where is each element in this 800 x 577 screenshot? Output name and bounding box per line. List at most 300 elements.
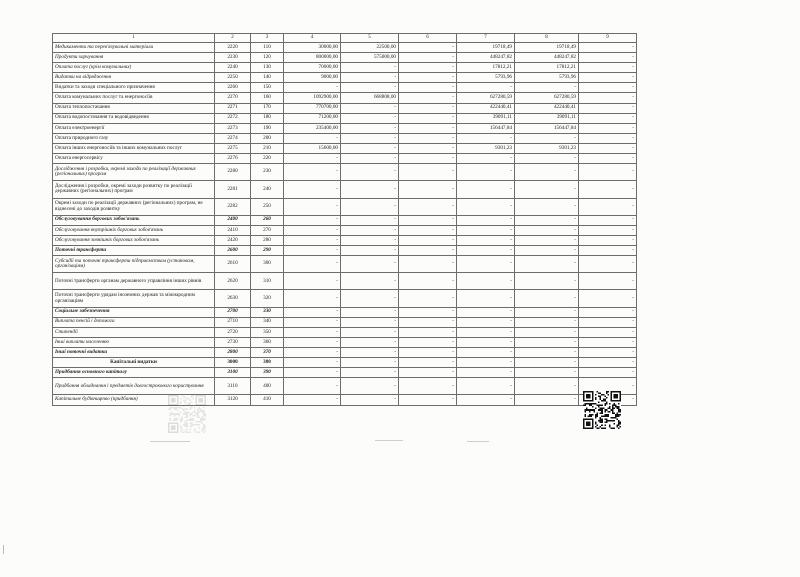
kekv-code-cell: 2270 — [215, 93, 251, 103]
value-cell-col-8: - — [515, 83, 579, 93]
value-cell-col-4: - — [284, 245, 341, 255]
item-name-cell: Поточні трансферти органам державного управління інших рівнів — [53, 273, 215, 290]
value-cell-col-8: 156447,84 — [515, 123, 579, 133]
value-cell-col-7: - — [457, 368, 515, 378]
value-cell-col-9: - — [579, 43, 637, 53]
table-row — [53, 225, 637, 235]
item-name-cell: Обслуговування внутрішніх боргових зобов'язань — [53, 225, 215, 235]
table-row — [53, 245, 637, 255]
value-cell-col-6: - — [399, 73, 457, 83]
row-code-cell: 300 — [251, 256, 284, 273]
table-header-row — [53, 34, 637, 43]
row-code-cell: 370 — [251, 348, 284, 358]
kekv-code-cell: 2610 — [215, 256, 251, 273]
value-cell-col-9: - — [579, 164, 637, 181]
kekv-code-cell: 2420 — [215, 235, 251, 245]
row-code-cell: 310 — [251, 273, 284, 290]
value-cell-col-8: - — [515, 273, 579, 290]
table-row — [53, 93, 637, 103]
value-cell-col-9: - — [579, 103, 637, 113]
value-cell-col-7: 19718,49 — [457, 43, 515, 53]
kekv-code-cell: 3110 — [215, 378, 251, 395]
value-cell-col-7: 9301,23 — [457, 143, 515, 153]
kekv-code-cell: 2274 — [215, 133, 251, 143]
value-cell-col-7: - — [457, 181, 515, 198]
table-row — [53, 43, 637, 53]
value-cell-col-5: - — [341, 368, 399, 378]
value-cell-col-7: - — [457, 290, 515, 307]
kekv-code-cell: 2730 — [215, 337, 251, 347]
value-cell-col-5: - — [341, 378, 399, 395]
value-cell-col-4: - — [284, 273, 341, 290]
value-cell-col-6: - — [399, 63, 457, 73]
row-code-cell: 190 — [251, 123, 284, 133]
value-cell-col-8: - — [515, 164, 579, 181]
kekv-code-cell: 2250 — [215, 73, 251, 83]
kekv-code-cell: 2230 — [215, 53, 251, 63]
qr-code-image — [583, 391, 621, 429]
value-cell-col-9: - — [579, 93, 637, 103]
value-cell-col-9: - — [579, 290, 637, 307]
kekv-code-cell: 3000 — [215, 358, 251, 368]
value-cell-col-9: - — [579, 225, 637, 235]
kekv-code-cell: 2700 — [215, 307, 251, 317]
value-cell-col-5: - — [341, 337, 399, 347]
value-cell-col-9: - — [579, 63, 637, 73]
value-cell-col-5: - — [341, 103, 399, 113]
value-cell-col-8: - — [515, 235, 579, 245]
table-row — [53, 181, 637, 198]
value-cell-col-5: - — [341, 290, 399, 307]
value-cell-col-8: - — [515, 245, 579, 255]
row-code-cell: 220 — [251, 154, 284, 164]
value-cell-col-5: 668808,00 — [341, 93, 399, 103]
row-code-cell: 380 — [251, 358, 284, 368]
value-cell-col-4: 9000,00 — [284, 73, 341, 83]
table-body — [53, 34, 637, 406]
value-cell-col-9: - — [579, 307, 637, 317]
column-number-9: 9 — [579, 34, 637, 43]
value-cell-col-4: - — [284, 378, 341, 395]
value-cell-col-7: 448247,82 — [457, 53, 515, 63]
value-cell-col-8: 19718,49 — [515, 43, 579, 53]
row-code-cell: 120 — [251, 53, 284, 63]
value-cell-col-5: - — [341, 256, 399, 273]
value-cell-col-6: - — [399, 133, 457, 143]
value-cell-col-4: - — [284, 317, 341, 327]
value-cell-col-5: 22500,00 — [341, 43, 399, 53]
item-name-cell: Оплата енергосервісу — [53, 154, 215, 164]
qr-code-bleed-through — [168, 393, 206, 435]
row-code-cell: 240 — [251, 181, 284, 198]
item-name-cell: Придбання обладнання і предметів довгострокового користування — [53, 378, 215, 395]
value-cell-col-4: - — [284, 154, 341, 164]
value-cell-col-6: - — [399, 181, 457, 198]
value-cell-col-9: - — [579, 395, 637, 405]
value-cell-col-5: - — [341, 317, 399, 327]
row-code-cell: 390 — [251, 368, 284, 378]
value-cell-col-9: - — [579, 133, 637, 143]
kekv-code-cell: 2275 — [215, 143, 251, 153]
table-row — [53, 337, 637, 347]
value-cell-col-4: 70000,00 — [284, 63, 341, 73]
value-cell-col-4: - — [284, 337, 341, 347]
value-cell-col-9: - — [579, 53, 637, 63]
value-cell-col-5: - — [341, 307, 399, 317]
row-code-cell: 330 — [251, 307, 284, 317]
value-cell-col-6: - — [399, 83, 457, 93]
row-code-cell: 260 — [251, 215, 284, 225]
table-row — [53, 368, 637, 378]
value-cell-col-6: - — [399, 113, 457, 123]
value-cell-col-5: - — [341, 133, 399, 143]
value-cell-col-9: - — [579, 143, 637, 153]
table-row — [53, 395, 637, 405]
value-cell-col-6: - — [399, 358, 457, 368]
value-cell-col-6: - — [399, 256, 457, 273]
value-cell-col-8: - — [515, 337, 579, 347]
table-row — [53, 235, 637, 245]
row-code-cell: 400 — [251, 378, 284, 395]
value-cell-col-6: - — [399, 327, 457, 337]
value-cell-col-7: 627280,59 — [457, 93, 515, 103]
value-cell-col-7: - — [457, 245, 515, 255]
value-cell-col-7: - — [457, 164, 515, 181]
row-code-cell: 210 — [251, 143, 284, 153]
table-row — [53, 83, 637, 93]
value-cell-col-6: - — [399, 154, 457, 164]
value-cell-col-6: - — [399, 337, 457, 347]
item-name-cell: Інші поточні видатки — [53, 348, 215, 358]
value-cell-col-8: - — [515, 225, 579, 235]
item-name-cell: Оплата теплопостачання — [53, 103, 215, 113]
value-cell-col-6: - — [399, 103, 457, 113]
value-cell-col-5: - — [341, 273, 399, 290]
value-cell-col-4: - — [284, 225, 341, 235]
row-code-cell: 230 — [251, 164, 284, 181]
value-cell-col-8: 5793,96 — [515, 73, 579, 83]
value-cell-col-6: - — [399, 225, 457, 235]
value-cell-col-7: - — [457, 317, 515, 327]
value-cell-col-9: - — [579, 181, 637, 198]
row-code-cell: 360 — [251, 337, 284, 347]
value-cell-col-7: - — [457, 307, 515, 317]
value-cell-col-8: - — [515, 181, 579, 198]
value-cell-col-9: - — [579, 123, 637, 133]
item-name-cell: Оплата комунальних послуг та енергоносіїв — [53, 93, 215, 103]
item-name-cell: Стипендії — [53, 327, 215, 337]
kekv-code-cell: 2220 — [215, 43, 251, 53]
value-cell-col-9: - — [579, 73, 637, 83]
column-number-1: 1 — [53, 34, 215, 43]
value-cell-col-8: - — [515, 327, 579, 337]
value-cell-col-7: - — [457, 327, 515, 337]
value-cell-col-8: - — [515, 348, 579, 358]
scan-speck — [375, 440, 403, 441]
value-cell-col-8: - — [515, 133, 579, 143]
value-cell-col-7: 422440,41 — [457, 103, 515, 113]
value-cell-col-8: - — [515, 215, 579, 225]
value-cell-col-4: - — [284, 358, 341, 368]
value-cell-col-4: 1092900,00 — [284, 93, 341, 103]
value-cell-col-5: - — [341, 113, 399, 123]
value-cell-col-9: - — [579, 337, 637, 347]
value-cell-col-8: 448247,82 — [515, 53, 579, 63]
table-row — [53, 154, 637, 164]
row-code-cell: 280 — [251, 235, 284, 245]
kekv-code-cell: 2282 — [215, 198, 251, 215]
value-cell-col-4: - — [284, 198, 341, 215]
value-cell-col-4: - — [284, 307, 341, 317]
value-cell-col-5: - — [341, 348, 399, 358]
kekv-code-cell: 2400 — [215, 215, 251, 225]
kekv-code-cell: 2280 — [215, 164, 251, 181]
item-name-cell: Виплата пенсій і допомоги — [53, 317, 215, 327]
value-cell-col-8: - — [515, 395, 579, 405]
row-code-cell: 150 — [251, 83, 284, 93]
table-row — [53, 143, 637, 153]
kekv-code-cell: 2273 — [215, 123, 251, 133]
item-name-cell: Обслуговування зовнішніх боргових зобов'язань — [53, 235, 215, 245]
value-cell-col-5: - — [341, 245, 399, 255]
value-cell-col-4: - — [284, 348, 341, 358]
table-row — [53, 73, 637, 83]
value-cell-col-5: - — [341, 395, 399, 405]
value-cell-col-7: - — [457, 154, 515, 164]
value-cell-col-7: - — [457, 235, 515, 245]
item-name-cell: Придбання основного капіталу — [53, 368, 215, 378]
item-name-cell: Дослідження і розробки, окремі заходи розвитку по реалізації державних (регіональних) програм — [53, 181, 215, 198]
scan-speck — [150, 441, 190, 442]
table-row — [53, 327, 637, 337]
value-cell-col-8: - — [515, 378, 579, 395]
value-cell-col-7: 39091,11 — [457, 113, 515, 123]
value-cell-col-7: 5793,96 — [457, 73, 515, 83]
value-cell-col-9: - — [579, 368, 637, 378]
value-cell-col-7: - — [457, 348, 515, 358]
value-cell-col-9: - — [579, 378, 637, 395]
table-row — [53, 317, 637, 327]
kekv-code-cell: 2600 — [215, 245, 251, 255]
value-cell-col-5: - — [341, 73, 399, 83]
value-cell-col-4: - — [284, 235, 341, 245]
value-cell-col-4: - — [284, 256, 341, 273]
value-cell-col-4: 770700,00 — [284, 103, 341, 113]
item-name-cell: Медикаменти та перев'язувальні матеріали — [53, 43, 215, 53]
table-row — [53, 123, 637, 133]
value-cell-col-4: - — [284, 215, 341, 225]
item-name-cell: Видатки та заходи спеціального призначення — [53, 83, 215, 93]
value-cell-col-9: - — [579, 113, 637, 123]
value-cell-col-9: - — [579, 198, 637, 215]
column-number-6: 6 — [399, 34, 457, 43]
value-cell-col-9: - — [579, 327, 637, 337]
item-name-cell: Поточні трансферти — [53, 245, 215, 255]
column-number-5: 5 — [341, 34, 399, 43]
kekv-code-cell: 2410 — [215, 225, 251, 235]
value-cell-col-7: - — [457, 337, 515, 347]
value-cell-col-7: - — [457, 395, 515, 405]
value-cell-col-6: - — [399, 290, 457, 307]
table-row — [53, 133, 637, 143]
value-cell-col-8: 39091,11 — [515, 113, 579, 123]
kekv-code-cell: 2620 — [215, 273, 251, 290]
value-cell-col-4: 15600,00 — [284, 143, 341, 153]
value-cell-col-7: - — [457, 133, 515, 143]
value-cell-col-4: - — [284, 395, 341, 405]
item-name-cell: Оплата водопостачання та водовідведення — [53, 113, 215, 123]
value-cell-col-8: - — [515, 154, 579, 164]
value-cell-col-9: - — [579, 215, 637, 225]
item-name-cell: Оплата електроенергії — [53, 123, 215, 133]
value-cell-col-7: - — [457, 225, 515, 235]
value-cell-col-9: - — [579, 245, 637, 255]
value-cell-col-8: 422440,41 — [515, 103, 579, 113]
row-code-cell: 320 — [251, 290, 284, 307]
value-cell-col-4: - — [284, 164, 341, 181]
kekv-code-cell: 3100 — [215, 368, 251, 378]
value-cell-col-6: - — [399, 395, 457, 405]
value-cell-col-4: 71200,00 — [284, 113, 341, 123]
value-cell-col-6: - — [399, 123, 457, 133]
row-code-cell: 110 — [251, 43, 284, 53]
column-number-3: 3 — [251, 34, 284, 43]
value-cell-col-8: - — [515, 198, 579, 215]
item-name-cell: Обслуговування боргових зобов'язань — [53, 215, 215, 225]
item-name-cell: Соціальне забезпечення — [53, 307, 215, 317]
table-row — [53, 53, 637, 63]
column-number-7: 7 — [457, 34, 515, 43]
table-row — [53, 198, 637, 215]
kekv-code-cell: 3120 — [215, 395, 251, 405]
row-code-cell: 200 — [251, 133, 284, 143]
value-cell-col-6: - — [399, 273, 457, 290]
row-code-cell: 180 — [251, 113, 284, 123]
kekv-code-cell: 2630 — [215, 290, 251, 307]
value-cell-col-9: - — [579, 273, 637, 290]
value-cell-col-8: - — [515, 290, 579, 307]
kekv-code-cell: 2271 — [215, 103, 251, 113]
item-name-cell: Продукти харчування — [53, 53, 215, 63]
value-cell-col-4: - — [284, 133, 341, 143]
table-row — [53, 348, 637, 358]
value-cell-col-9: - — [579, 358, 637, 368]
value-cell-col-6: - — [399, 198, 457, 215]
value-cell-col-6: - — [399, 378, 457, 395]
value-cell-col-4: 235400,00 — [284, 123, 341, 133]
value-cell-col-4: - — [284, 181, 341, 198]
kekv-code-cell: 2800 — [215, 348, 251, 358]
value-cell-col-5: - — [341, 123, 399, 133]
kekv-code-cell: 2260 — [215, 83, 251, 93]
value-cell-col-6: - — [399, 143, 457, 153]
value-cell-col-4: 30000,00 — [284, 43, 341, 53]
value-cell-col-5: - — [341, 235, 399, 245]
item-name-cell: Видатки на відрядження — [53, 73, 215, 83]
value-cell-col-6: - — [399, 93, 457, 103]
item-name-cell: Капітальне будівництво (придбання) — [53, 395, 215, 405]
value-cell-col-4: - — [284, 83, 341, 93]
item-name-cell: Капітальні видатки — [53, 358, 215, 368]
kekv-code-cell: 2710 — [215, 317, 251, 327]
value-cell-col-8: - — [515, 256, 579, 273]
row-code-cell: 290 — [251, 245, 284, 255]
item-name-cell: Субсидії та поточні трансферти підприємствам (установам, організаціям) — [53, 256, 215, 273]
value-cell-col-6: - — [399, 164, 457, 181]
scan-speck — [467, 441, 489, 442]
column-number-4: 4 — [284, 34, 341, 43]
item-name-cell: Інші виплати населенню — [53, 337, 215, 347]
scan-margin-mark — [3, 545, 8, 554]
value-cell-col-5: - — [341, 181, 399, 198]
kekv-code-cell: 2240 — [215, 63, 251, 73]
value-cell-col-7: - — [457, 378, 515, 395]
value-cell-col-4: 800000,00 — [284, 53, 341, 63]
value-cell-col-5: 575000,00 — [341, 53, 399, 63]
column-number-8: 8 — [515, 34, 579, 43]
table-row — [53, 273, 637, 290]
value-cell-col-6: - — [399, 215, 457, 225]
value-cell-col-6: - — [399, 348, 457, 358]
value-cell-col-6: - — [399, 317, 457, 327]
value-cell-col-9: - — [579, 235, 637, 245]
value-cell-col-6: - — [399, 43, 457, 53]
value-cell-col-7: - — [457, 256, 515, 273]
value-cell-col-5: - — [341, 83, 399, 93]
value-cell-col-4: - — [284, 368, 341, 378]
value-cell-col-9: - — [579, 256, 637, 273]
table-row — [53, 113, 637, 123]
value-cell-col-7: - — [457, 83, 515, 93]
row-code-cell: 170 — [251, 103, 284, 113]
value-cell-col-5: - — [341, 198, 399, 215]
row-code-cell: 140 — [251, 73, 284, 83]
budget-report-table — [52, 33, 637, 406]
value-cell-col-5: - — [341, 164, 399, 181]
kekv-code-cell: 2272 — [215, 113, 251, 123]
value-cell-col-8: 17812,21 — [515, 63, 579, 73]
value-cell-col-9: - — [579, 348, 637, 358]
value-cell-col-4: - — [284, 327, 341, 337]
value-cell-col-6: - — [399, 53, 457, 63]
value-cell-col-5: - — [341, 327, 399, 337]
table-row — [53, 307, 637, 317]
row-code-cell: 250 — [251, 198, 284, 215]
row-code-cell: 410 — [251, 395, 284, 405]
row-code-cell: 130 — [251, 63, 284, 73]
row-code-cell: 350 — [251, 327, 284, 337]
row-code-cell: 160 — [251, 93, 284, 103]
value-cell-col-8: - — [515, 368, 579, 378]
kekv-code-cell: 2281 — [215, 181, 251, 198]
value-cell-col-7: - — [457, 273, 515, 290]
value-cell-col-8: - — [515, 317, 579, 327]
value-cell-col-5: - — [341, 154, 399, 164]
value-cell-col-5: - — [341, 225, 399, 235]
kekv-code-cell: 2276 — [215, 154, 251, 164]
value-cell-col-6: - — [399, 307, 457, 317]
value-cell-col-4: - — [284, 290, 341, 307]
item-name-cell: Оплата інших енергоносіїв та інших комунальних послуг — [53, 143, 215, 153]
kekv-code-cell: 2720 — [215, 327, 251, 337]
value-cell-col-9: - — [579, 154, 637, 164]
value-cell-col-8: 9301,23 — [515, 143, 579, 153]
value-cell-col-7: - — [457, 358, 515, 368]
item-name-cell: Оплата послуг (крім комунальних) — [53, 63, 215, 73]
value-cell-col-6: - — [399, 245, 457, 255]
table-row — [53, 256, 637, 273]
value-cell-col-8: 627280,59 — [515, 93, 579, 103]
